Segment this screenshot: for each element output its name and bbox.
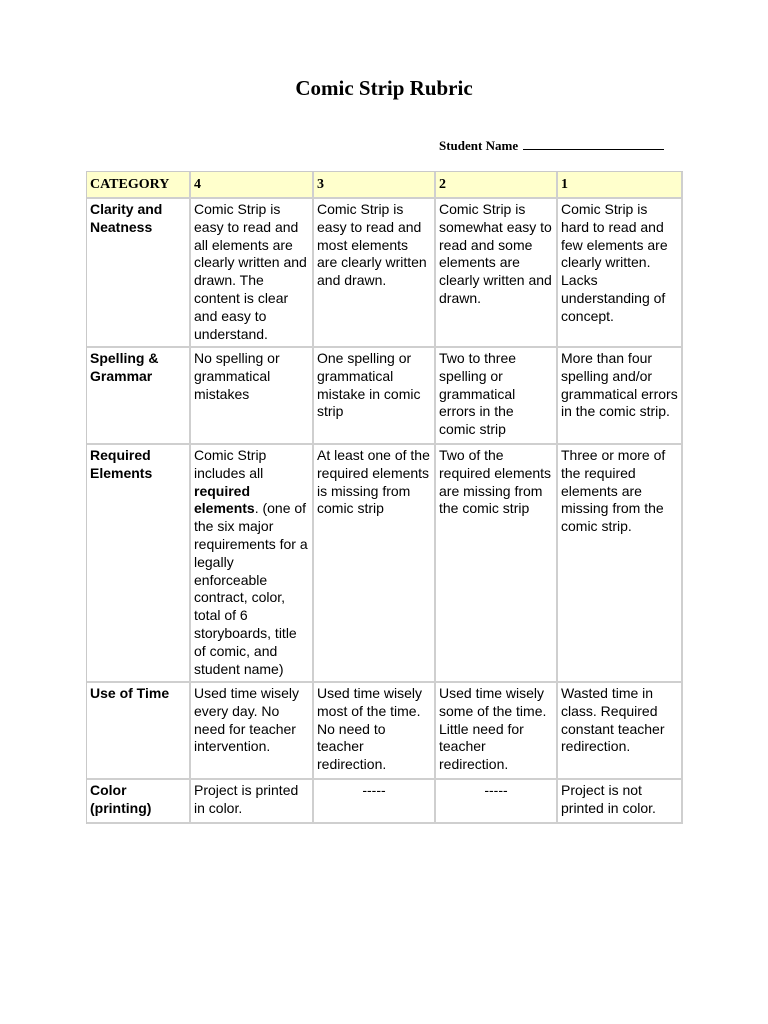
score-1-cell: More than four spelling and/or grammatical errors in the comic strip. xyxy=(558,348,683,445)
header-score-4: 4 xyxy=(191,172,314,199)
score-3-cell: Used time wisely most of the time. No need to teacher redirection. xyxy=(314,683,436,780)
score-3-cell: At least one of the required elements is missing from comic strip xyxy=(314,445,436,683)
page-title: Comic Strip Rubric xyxy=(295,76,473,100)
score-4-text-start: Comic Strip includes all xyxy=(194,447,267,481)
student-name-label: Student Name xyxy=(439,138,519,153)
table-row xyxy=(87,445,683,683)
category-cell: Use of Time xyxy=(87,683,191,780)
score-1-cell: Project is not printed in color. xyxy=(558,780,683,824)
score-2-cell: Two of the required elements are missing from the comic strip xyxy=(436,445,558,683)
score-2-cell: Two to three spelling or grammatical errors in the comic strip xyxy=(436,348,558,445)
score-2-cell: Used time wisely some of the time. Little need for teacher redirection. xyxy=(436,683,558,780)
score-4-cell: Used time wisely every day. No need for teacher intervention. xyxy=(191,683,314,780)
score-1-cell: Comic Strip is hard to read and few elements are clearly written. Lacks understanding of concept. xyxy=(558,199,683,348)
header-score-3: 3 xyxy=(314,172,436,199)
score-4-text-end: . (one of the six major requirements for a legally enforceable contract, color, total of 6 storyboards, title of comic, and student name) xyxy=(194,500,308,677)
score-1-cell: Wasted time in class. Required constant teacher redirection. xyxy=(558,683,683,780)
score-4-cell: No spelling or grammatical mistakes xyxy=(191,348,314,445)
score-4-cell: Comic Strip is easy to read and all elements are clearly written and drawn. The content is clear and easy to understand. xyxy=(191,199,314,348)
table-row xyxy=(87,683,683,780)
table-row xyxy=(87,199,683,348)
category-cell: Color (printing) xyxy=(87,780,191,824)
header-score-1: 1 xyxy=(558,172,683,199)
header-category: CATEGORY xyxy=(87,172,191,199)
table-row xyxy=(87,348,683,445)
category-cell: Clarity and Neatness xyxy=(87,199,191,348)
score-3-cell: Comic Strip is easy to read and most elements are clearly written and drawn. xyxy=(314,199,436,348)
score-4-text-bold: required elements xyxy=(194,482,255,517)
category-cell: Required Elements xyxy=(87,445,191,683)
score-1-cell: Three or more of the required elements are missing from the comic strip. xyxy=(558,445,683,683)
score-4-cell xyxy=(191,445,314,683)
header-score-2: 2 xyxy=(436,172,558,199)
header-row xyxy=(87,172,683,199)
rubric-table xyxy=(86,171,683,824)
student-name-line xyxy=(439,137,664,155)
category-cell: Spelling & Grammar xyxy=(87,348,191,445)
score-4-cell: Project is printed in color. xyxy=(191,780,314,824)
student-name-blank xyxy=(523,138,664,150)
score-2-cell: ----- xyxy=(436,780,558,824)
score-3-cell: ----- xyxy=(314,780,436,824)
score-3-cell: One spelling or grammatical mistake in comic strip xyxy=(314,348,436,445)
score-2-cell: Comic Strip is somewhat easy to read and some elements are clearly written and drawn. xyxy=(436,199,558,348)
table-row xyxy=(87,780,683,824)
